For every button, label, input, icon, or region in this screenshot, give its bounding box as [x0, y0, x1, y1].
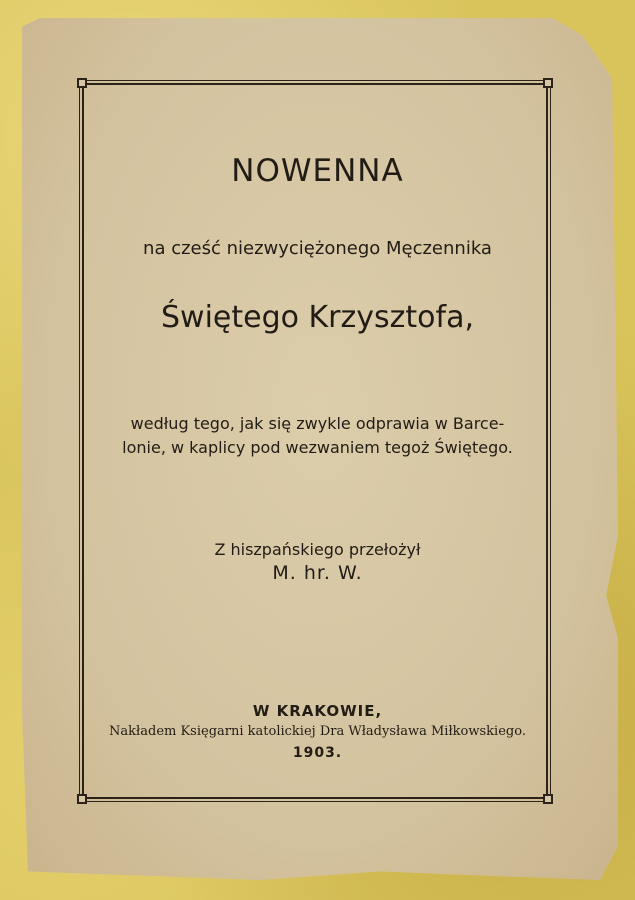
- cover-title: NOWENNA: [231, 153, 404, 189]
- border-corner-top-right: [543, 78, 553, 88]
- border-corner-bottom-right: [543, 794, 553, 804]
- border-corner-bottom-left: [77, 794, 87, 804]
- publication-city: W KRAKOWIE,: [252, 702, 383, 720]
- translator-name: M. hr. W.: [272, 562, 363, 584]
- translated-label: Z hiszpańskiego przełożył: [214, 540, 421, 559]
- publisher-line: Nakładem Księgarni katolickiej Dra Władysława Miłkowskiego.: [109, 724, 526, 739]
- description-line-1: według tego, jak się zwykle odprawia w Barce-: [130, 414, 505, 433]
- saint-name: Świętego Krzysztofa,: [160, 300, 474, 335]
- publication-year: 1903.: [292, 745, 343, 761]
- description-line-2: lonie, w kaplicy pod wezwaniem tegoż Świętego.: [122, 438, 513, 457]
- description: [0, 412, 635, 460]
- border-corner-top-left: [77, 78, 87, 88]
- cover-subtitle: na cześć niezwyciężonego Męczennika: [143, 238, 492, 259]
